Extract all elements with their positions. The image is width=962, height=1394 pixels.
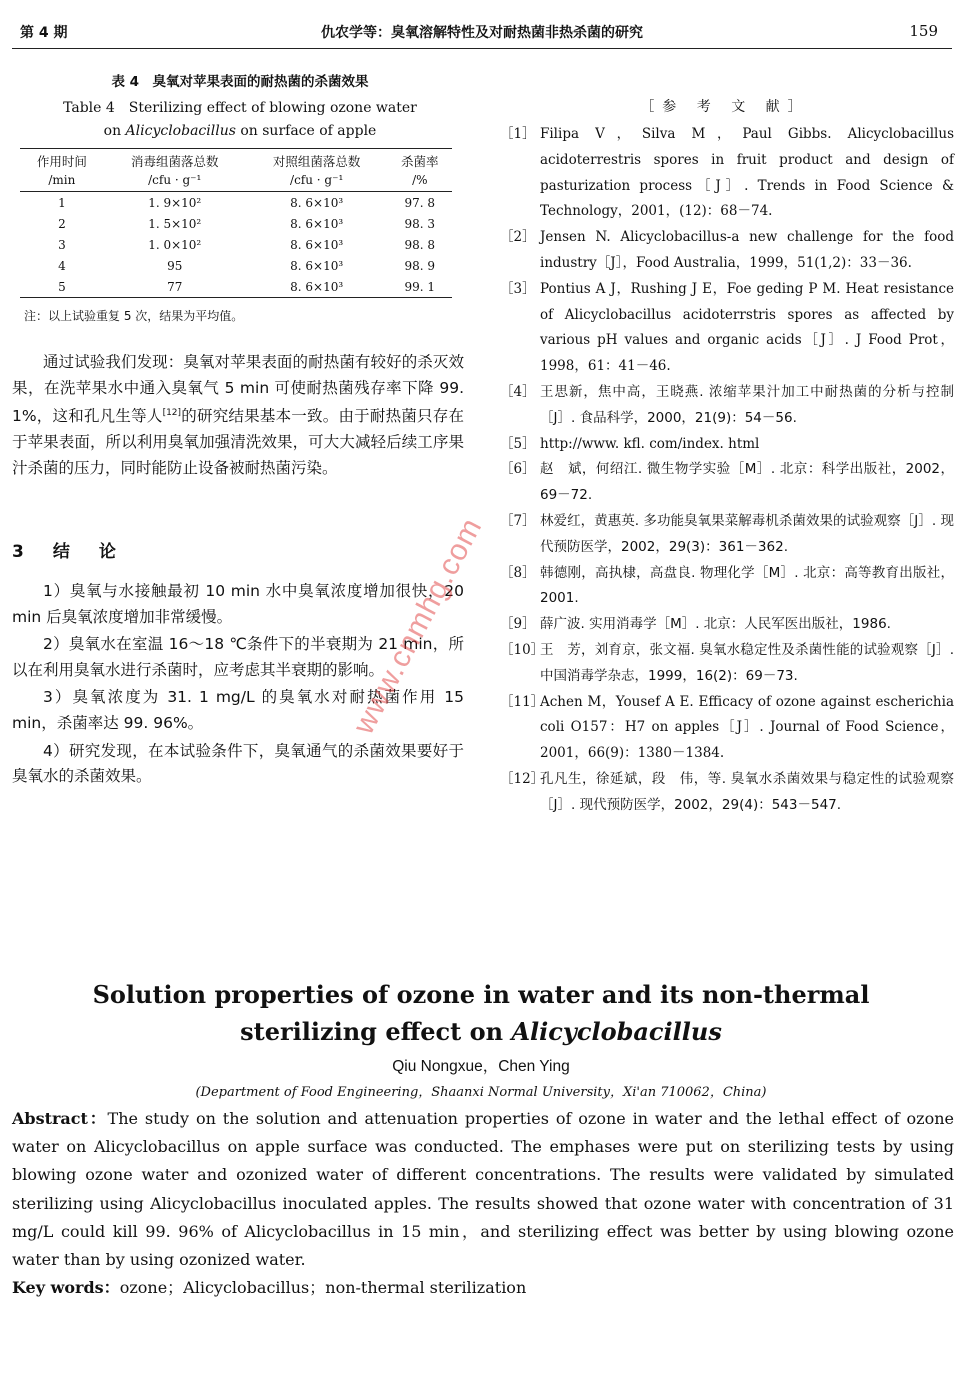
- affiliation: (Department of Food Engineering，Shaanxi Normal University，Xi'an 710062，China): [195, 1085, 767, 1100]
- reference-item: [500, 277, 954, 380]
- unit-treated: /cfu · g⁻¹: [104, 170, 246, 192]
- reference-item: [500, 612, 954, 638]
- authors: Qiu Nongxue，Chen Ying: [392, 1058, 570, 1075]
- reference-number: ［6］: [500, 461, 536, 478]
- col-header-treated-count: 消毒组菌落总数: [104, 149, 246, 171]
- reference-text: 薛广波. 实用消毒学［M］. 北京：人民军医出版社，1986.: [540, 616, 891, 633]
- cell: 8. 6×10³: [246, 276, 388, 298]
- sterilizing-effect-table: [20, 148, 452, 298]
- abstract-text: The study on the solution and attenuation properties of ozone in water and the lethal effect of ozone water on Alicyclobacillus on apple surface was conducted. The emphases were put on sterilizing tests by using blowing ozone water and ozonized water of different concentrations. The results were validated by simulated sterilizing using Alicyclobacillus inoculated apples. The results showed that ozone water with concentration of 31 mg/L could kill 99. 96% of Alicyclobacillus in 15 min，and sterilizing effect was better by using blowing ozone water than by using ozonized water.: [12, 1109, 954, 1270]
- cell: 97. 8: [404, 195, 436, 210]
- references-list: [500, 122, 954, 819]
- cell: 1: [58, 195, 66, 210]
- cell: 1. 5×10²: [148, 216, 202, 231]
- reference-item: [500, 225, 954, 277]
- reference-text: 林爱红，黄惠英. 多功能臭氧果菜解毒机杀菌效果的试验观察［J］. 现代预防医学，2002，29(3)：361－362.: [540, 512, 954, 555]
- results-paragraph: [12, 350, 464, 481]
- reference-text: Pontius A J，Rushing J E，Foe geding P M. Heat resistance of Alicyclobacillus acidoterrstris spores as affected by various pH values and organic acids［J］. J Food Prot，1998，61：41－46.: [540, 280, 954, 375]
- cell: 8. 6×10³: [290, 237, 344, 252]
- cell: 99. 1: [388, 276, 452, 298]
- conclusion-item: 1）臭氧与水接触最初 10 min 水中臭氧浓度增加很快，20 min 后臭氧浓度增加非常缓慢。: [12, 582, 464, 626]
- reference-item: [500, 432, 954, 458]
- cell: 8. 6×10³: [290, 216, 344, 231]
- table-header-row: [20, 149, 452, 171]
- reference-number: ［4］: [500, 383, 536, 400]
- table-row: [20, 255, 452, 276]
- reference-item: [500, 380, 954, 432]
- cell: 95: [167, 258, 183, 273]
- english-title-line2: sterilizing effect on Alicyclobacillus: [240, 1017, 722, 1046]
- reference-text: 王 芳，刘育京，张文福. 臭氧水稳定性及杀菌性能的试验观察［J］. 中国消毒学杂志，1999，16(2)：69－73.: [540, 641, 954, 684]
- reference-number: ［11］: [500, 693, 545, 710]
- reference-item: [500, 561, 954, 613]
- reference-text: Jensen N. Alicyclobacillus-a new challenge for the food industry［J］，Food Australia，1999，51(1,2)：33－36.: [540, 229, 954, 271]
- cell: 77: [104, 276, 246, 298]
- section-heading-conclusions: 3 结 论: [12, 542, 122, 562]
- paragraph-text-1: 通过试验我们发现：臭氧对苹果表面的耐热菌有较好的杀灭效果，在洗苹果水中通入臭氧气 5 min 可使耐热菌残存率下降 99. 1%，这和孔凡生等人: [12, 353, 464, 426]
- keywords: [12, 1275, 954, 1301]
- abstract-label: Abstract：: [12, 1109, 108, 1128]
- issue-number: 第 4 期: [20, 25, 68, 41]
- page-number: 159: [909, 22, 938, 40]
- keywords-text: ozone；Alicyclobacillus；non-thermal sterilization: [119, 1278, 527, 1297]
- cell: 5: [20, 276, 104, 298]
- reference-item: [500, 767, 954, 819]
- table-caption-zh: 表 4 臭氧对苹果表面的耐热菌的杀菌效果: [111, 74, 369, 90]
- col-header-kill-rate: 杀菌率: [388, 149, 452, 171]
- cell: 4: [58, 258, 66, 273]
- unit-time: /min: [20, 170, 104, 192]
- keywords-label: Key words：: [12, 1278, 120, 1297]
- reference-item: [500, 638, 954, 690]
- citation-12[interactable]: [12]: [162, 408, 182, 419]
- conclusion-item: 3）臭氧浓度为 31. 1 mg/L 的臭氧水对耐热菌作用 15 min，杀菌率达 99. 96%。: [12, 688, 464, 732]
- reference-item: [500, 122, 954, 225]
- cell: 98. 9: [404, 258, 436, 273]
- reference-number: ［3］: [500, 280, 536, 297]
- abstract: [12, 1105, 954, 1274]
- reference-text: 王思新，焦中高，王晓燕. 浓缩苹果汁加工中耐热菌的分析与控制［J］. 食品科学，2000，21(9)：54－56.: [540, 383, 954, 426]
- reference-text: 赵 斌，何绍江. 微生物学实验［M］. 北京：科学出版社，2002，69－72.: [540, 461, 954, 504]
- table-note: 注：以上试验重复 5 次，结果为平均值。: [24, 309, 244, 323]
- reference-item: [500, 457, 954, 509]
- reference-number: ［9］: [500, 616, 536, 633]
- cell: 1. 9×10²: [148, 195, 202, 210]
- table-caption-en-line2: on Alicyclobacillus on surface of apple: [103, 123, 377, 139]
- conclusion-item: 4）研究发现，在本试验条件下，臭氧通气的杀菌效果要好于臭氧水的杀菌效果。: [12, 741, 464, 786]
- reference-item: [500, 690, 954, 767]
- reference-number: ［2］: [500, 229, 536, 246]
- reference-number: ［7］: [500, 512, 536, 529]
- cell: 8. 6×10³: [290, 195, 344, 210]
- col-header-time: 作用时间: [20, 149, 104, 171]
- page-header: [12, 0, 952, 49]
- conclusion-item: 2）臭氧水在室温 16～18 ℃条件下的半衰期为 21 min，所以在利用臭氧水进行杀菌时，应考虑其半衰期的影响。: [12, 635, 464, 679]
- reference-text: 孔凡生，徐延斌，段 伟，等. 臭氧水杀菌效果与稳定性的试验观察［J］. 现代预防医学，2002，29(4)：543－547.: [540, 770, 954, 813]
- cell: 2: [58, 216, 66, 231]
- table-row: [20, 192, 452, 214]
- reference-number: ［10］: [500, 641, 545, 658]
- watermark: www.cnmhg.com: [346, 512, 489, 740]
- unit-kill-rate: /%: [388, 170, 452, 192]
- reference-number: ［8］: [500, 564, 536, 581]
- english-title-line1: Solution properties of ozone in water and its non-thermal: [92, 980, 870, 1009]
- table-row: [20, 213, 452, 234]
- reference-text: Filipa V，Silva M，Paul Gibbs. Alicyclobacillus acidoterrestris spores in fruit product and design of pasturization process［J］. Trends in Food Science & Technology，2001，(12)：68－74.: [540, 126, 954, 220]
- unit-control: /cfu · g⁻¹: [246, 170, 388, 192]
- reference-text: http://www. kfl. com/index. html: [540, 435, 760, 452]
- paragraph-text-2: 的研究结果基本一致。由于耐热菌只存在于苹果表面，所以利用臭氧加强清洗效果，可大大减轻后续工序果汁杀菌的压力，同时能防止设备被耐热菌污染。: [12, 407, 464, 477]
- reference-number: ［12］: [500, 770, 545, 787]
- cell: 8. 6×10³: [290, 258, 344, 273]
- cell: 1. 0×10²: [148, 237, 202, 252]
- table-caption-en-line1: Table 4 Sterilizing effect of blowing ozone water: [63, 100, 417, 116]
- reference-number: ［5］: [500, 435, 536, 452]
- reference-text: Achen M，Yousef A E. Efficacy of ozone against escherichia coli O157：H7 on apples［J］. Journal of Food Science，2001，66(9)：1380－1384.: [540, 693, 954, 762]
- cell: 98. 8: [404, 237, 436, 252]
- cell: 98. 3: [404, 216, 436, 231]
- col-header-control-count: 对照组菌落总数: [246, 149, 388, 171]
- table-row: [20, 276, 452, 298]
- cell: 3: [58, 237, 66, 252]
- table-row: [20, 234, 452, 255]
- table-units-row: [20, 170, 452, 192]
- reference-item: [500, 509, 954, 561]
- running-title: 仇农学等：臭氧溶解特性及对耐热菌非热杀菌的研究: [321, 25, 643, 41]
- reference-text: 韩德刚，高执棣，高盘良. 物理化学［M］. 北京：高等教育出版社，2001.: [540, 564, 954, 607]
- reference-number: ［1］: [500, 126, 536, 142]
- references-title: ［参 考 文 献］: [640, 99, 810, 115]
